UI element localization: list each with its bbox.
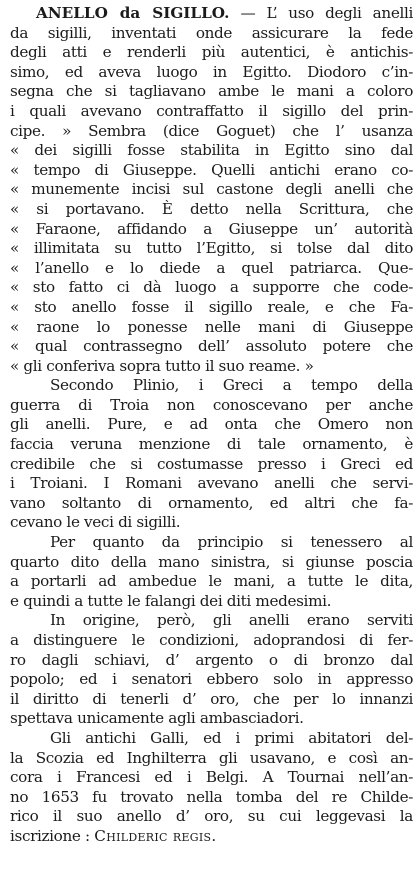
text-line: faccia veruna menzione di tale ornamento, è [10, 435, 413, 454]
text-line: « illimitata su tutto l’Egitto, si tolse dal dito [10, 239, 413, 258]
text-line: « qual contrassegno dell’ assoluto potere che [10, 337, 413, 356]
text-line: Gli antichi Galli, ed i primi abitatori del- [50, 728, 413, 747]
text-line: Per quanto da principio si tenessero al [50, 533, 413, 552]
text-line: rico il suo anello d’ oro, su cui leggevasi la [10, 807, 413, 826]
text-line: i Troiani. I Romani avevano anelli che servi- [10, 474, 413, 493]
inscription-text: Childeric regis. [94, 826, 217, 845]
text-line: simo, ed aveva luogo in Egitto. Diodoro c’in- [10, 62, 413, 81]
text-line: a distinguere le condizioni, adoprandosi di fer- [10, 631, 413, 649]
text-line: « tempo di Giuseppe. Quelli antichi erano co- [10, 160, 413, 179]
text-line: popolo; ed i senatori ebbero solo in appresso [10, 670, 413, 689]
text-line: gli anelli. Pure, e ad onta che Omero non [10, 415, 413, 434]
text-line: il diritto di tenerli d’ oro, che per lo innanzi [10, 689, 413, 708]
text-line: « Faraone, affidando a Giuseppe un’ autorità [10, 219, 413, 238]
text-line: « si portavano. È detto nella Scrittura, che [10, 199, 413, 218]
paragraph-4 [10, 611, 413, 729]
text-line: In origine, però, gli anelli erano serviti [50, 611, 413, 630]
text-line: a portarli ad ambedue le mani, a tutte le dita, [10, 572, 413, 591]
text-line: no 1653 fu trovato nella tomba del re Childe- [10, 787, 413, 806]
text-line [10, 4, 413, 24]
text-line: ro dagli schiavi, d’ argento o di bronzo dal [10, 650, 413, 669]
entry-headword: ANELLO da SIGILLO. [36, 4, 230, 22]
text-line [10, 827, 413, 847]
text-line: da sigilli, inventati onde assicurare la fede [10, 23, 413, 42]
text-line: « dei sigilli fosse stabilita in Egitto sino dal [10, 141, 413, 160]
text-line: « gli conferiva sopra tutto il suo reame. » [10, 356, 314, 375]
text-line: i quali avevano contraffatto il sigillo del prin- [10, 101, 413, 120]
text-line: « sto fatto ci dà luogo a supporre che code- [10, 278, 413, 297]
text-line: « sto anello fosse il sigillo reale, e che Fa- [10, 297, 413, 316]
text-line: e quindi a tutte le falangi dei diti medesimi. [10, 591, 332, 610]
text-line: segna che si tagliavano ambe le mani a coloro [10, 82, 413, 101]
text-line: cevano le veci di sigilli. [10, 513, 181, 532]
text-line: cora i Francesi ed i Belgi. A Tournai nell’an- [10, 768, 413, 787]
text-line: guerra di Troia non conoscevano per anche [10, 395, 413, 414]
paragraph-3 [10, 533, 413, 611]
text-line: « l’anello e lo diede a quel patriarca. Que- [10, 258, 413, 277]
paragraph-1 [10, 4, 413, 376]
text-run: iscrizione : [10, 826, 95, 845]
text-line: la Scozia ed Inghilterra gli usavano, e così an- [10, 748, 413, 767]
text-line: credibile che si costumasse presso i Greci ed [10, 454, 413, 473]
text-line: vano soltanto di ornamento, ed altri che fa- [10, 493, 413, 512]
text-line: « munemente incisi sul castone degli anelli che [10, 180, 413, 199]
text-run: — L’ uso degli anelli [229, 4, 413, 22]
text-line: Secondo Plinio, i Greci a tempo della [50, 376, 413, 395]
paragraph-2 [10, 376, 413, 533]
text-line: degli atti e renderli più autentici, è antichis- [10, 43, 413, 62]
text-line: cipe. » Sembra (dice Goguet) che l’ usanza [10, 121, 413, 140]
paragraph-5 [10, 729, 413, 847]
text-line: « raone lo ponesse nelle mani di Giuseppe [10, 317, 413, 336]
text-line: spettava unicamente agli ambasciadori. [10, 709, 304, 728]
text-line: quarto dito della mano sinistra, si giunse poscia [10, 552, 413, 571]
